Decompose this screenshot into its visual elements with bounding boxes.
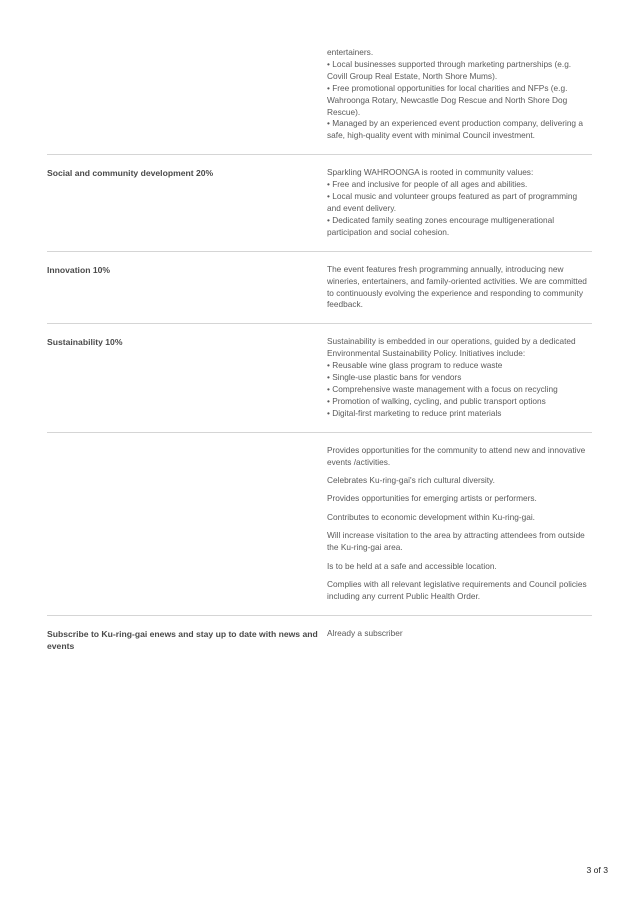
criteria-item: Is to be held at a safe and accessible location. [327,560,497,571]
criteria-item: Complies with all relevant legislative requirements and Council policies including any current Public Health Order. [327,578,587,601]
value-line: • Reusable wine glass program to reduce waste [327,360,503,371]
row-value [327,264,592,312]
row-label: Social and community development 20% [47,168,214,179]
value-line: Sustainability is embedded in our operations, guided by a dedicated Environmental Sustainability Policy. Initiatives include: [327,336,576,359]
row-value [327,167,592,238]
value-line: • Single-use plastic bans for vendors [327,372,462,383]
row-label: Sustainability 10% [47,337,123,348]
criteria-item: Provides opportunities for the community to attend new and innovative events /activities. [327,444,586,467]
value-line: • Digital-first marketing to reduce print materials [327,407,502,418]
value-line: • Local music and volunteer groups featured as part of programming and event delivery. [327,191,578,213]
value-line: Sparkling WAHROONGA is rooted in community values: [327,167,534,178]
value-line: • Promotion of walking, cycling, and public transport options [327,395,546,406]
row-value [327,628,592,652]
value-line: • Managed by an experienced event production company, delivering a safe, high-quality event with minimal Council investment. [327,118,583,141]
row-label [47,47,327,142]
response-row-subscribe [47,616,592,664]
value-line: • Free and inclusive for people of all ages and abilities. [327,179,528,190]
page-number: 3 of 3 [586,865,608,875]
criteria-item: Contributes to economic development within Ku-ring-gai. [327,511,535,522]
criteria-item: Provides opportunities for emerging artists or performers. [327,493,537,504]
row-label [47,445,327,603]
response-row-social [47,155,592,251]
row-value [327,47,592,142]
value-line: Already a subscriber [327,627,403,638]
response-row-sustainability [47,324,592,432]
row-value [327,336,592,419]
row-value [327,445,592,603]
response-row-innovation [47,252,592,325]
response-row-continued [47,45,592,155]
value-line: • Comprehensive waste management with a focus on recycling [327,383,558,394]
response-row-criteria [47,433,592,616]
value-line: entertainers. [327,47,374,57]
value-line: • Local businesses supported through marketing partnerships (e.g. Covill Group Real Estate, North Shore Mums). [327,58,572,81]
row-label: Subscribe to Ku-ring-gai enews and stay up to date with news and events [47,628,318,651]
value-line: • Dedicated family seating zones encourage multigenerational participation and social cohesion. [327,214,555,237]
value-line: The event features fresh programming annually, introducing new wineries, entertainers, and family-oriented activities. We are committed to continuously evolving the experience and responding to community feedback. [327,263,587,310]
form-response-table [47,45,592,664]
row-label: Innovation 10% [47,264,111,275]
criteria-item: Will increase visitation to the area by attracting attendees from outside the Ku-ring-gai area. [327,530,585,553]
criteria-item: Celebrates Ku-ring-gai's rich cultural diversity. [327,474,495,485]
value-line: • Free promotional opportunities for local charities and NFPs (e.g. Wahroonga Rotary, Newcastle Dog Rescue and North Shore Dog Rescue). [327,82,568,117]
